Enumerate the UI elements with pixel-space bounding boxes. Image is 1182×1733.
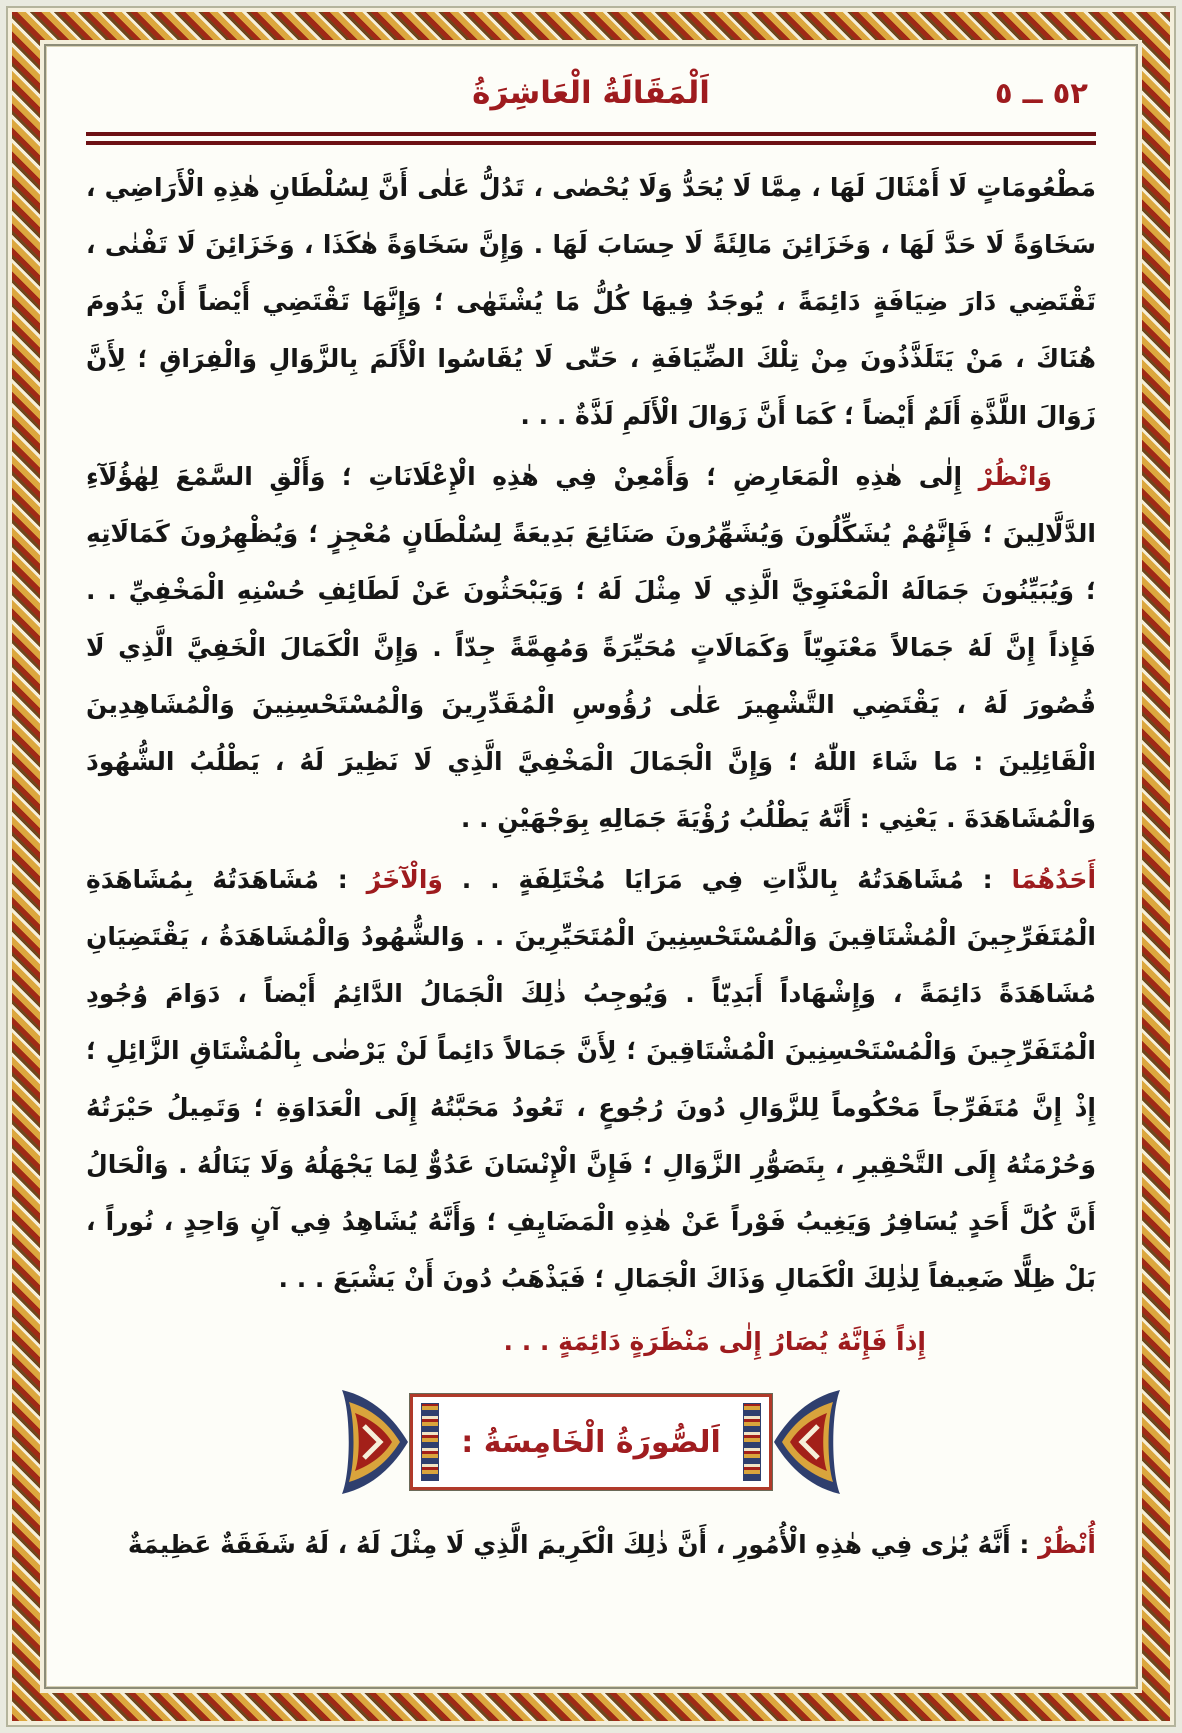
page-content	[46, 46, 1136, 1687]
section-heading-box	[410, 1394, 772, 1490]
ornament-finial-icon	[340, 1380, 410, 1504]
ornament-strip-left	[421, 1403, 439, 1481]
page-number: ٥٢ ــ ٥	[994, 76, 1088, 110]
lead-word-observe: أُنْظُرْ	[1038, 1530, 1096, 1559]
paragraph-3-text-a: : مُشَاهَدَتُهُ بِالذَّاتِ فِي مَرَايَا مُخْتَلِفَةٍ . .	[442, 865, 1012, 894]
page-header	[86, 62, 1096, 124]
paragraph-3-text-b: : مُشَاهَدَتُهُ بِمُشَاهَدَةِ الْمُتَفَرِّجِينَ الْمُشْتَاقِينَ وَالْمُسْتَحْسِنِينَ الْمُتَحَيِّرِينَ . . وَالشُّهُودُ وَالْمُشَاهَدَةُ ، يَقْتَضِيَانِ مُشَاهَدَةً دَائِمَةً ، وَإِشْهَاداً أَبَدِيّاً . وَيُوجِبُ ذٰلِكَ الْجَمَالُ الدَّائِمُ أَيْضاً ، دَوَامَ وُجُودِ الْمُتَفَرِّجِينَ وَالْمُسْتَحْسِنِينَ الْمُشْتَاقِينَ ؛ لِأَنَّ جَمَالاً دَائِماً لَنْ يَرْضٰى بِالْمُشْتَاقِ الزَّائِلِ ؛ إِذْ إِنَّ مُتَفَرِّجاً مَحْكُوماً لِلزَّوَالِ دُونَ رُجُوعٍ ، تَعُودُ مَحَبَّتُهُ إِلَى الْعَدَاوَةِ ؛ وَتَمِيلُ حَيْرَتُهُ وَحُرْمَتُهُ إِلَى التَّحْقِيرِ ، بِتَصَوُّرِ الزَّوَالِ ؛ فَإِنَّ الْإِنْسَانَ عَدُوٌّ لِمَا يَجْهَلُهُ وَلَا يَنَالُهُ . وَالْحَالُ أَنَّ كُلَّ أَحَدٍ يُسَافِرُ وَيَغِيبُ فَوْراً عَنْ هٰذِهِ الْمَضَايِفِ ؛ وَأَنَّهُ يُشَاهِدُ فِي آنٍ وَاحِدٍ ، نُوراً ، بَلْ ظِلًّا ضَعِيفاً لِذٰلِكَ الْكَمَالِ وَذَاكَ الْجَمَالِ ؛ فَيَذْهَبُ دُونَ أَنْ يَشْبَعَ . . .	[86, 865, 1096, 1293]
lead-word-first: أَحَدُهُمَا	[1011, 865, 1097, 894]
transition-line: إِذاً فَإِنَّهُ يُصَارُ إِلٰى مَنْظَرَةٍ دَائِمَةٍ . . .	[503, 1327, 926, 1356]
ornament-strip-right	[743, 1403, 761, 1481]
section-ornament	[86, 1380, 1096, 1504]
paragraph-2	[86, 448, 1096, 847]
paragraph-3	[86, 851, 1096, 1307]
header-divider	[86, 132, 1096, 145]
paragraph-4-text: : أَنَّهُ يُرٰى فِي هٰذِهِ الْأُمُورِ ، أَنَّ ذٰلِكَ الْكَرِيمَ الَّذِي لَا مِثْلَ لَهُ ، لَهُ شَفَقَةٌ عَظِيمَةٌ	[127, 1530, 1039, 1559]
lead-word-other: وَالْآخَرُ	[366, 865, 443, 894]
section-heading: اَلصُّورَةُ الْخَامِسَةُ :	[461, 1424, 721, 1460]
page-sheet	[44, 44, 1138, 1689]
ornament-finial-icon	[772, 1380, 842, 1504]
lead-word-look: وَانْظُرْ	[978, 462, 1052, 491]
paragraph-1: مَطْعُومَاتٍ لَا أَمْثَالَ لَهَا ، مِمَّا لَا يُحَدُّ وَلَا يُحْصٰى ، تَدُلُّ عَلٰى أَنَّ لِسُلْطَانِ هٰذِهِ الْأَرَاضِي ، سَخَاوَةً لَا حَدَّ لَهَا ، وَخَزَائِنَ مَالِئَةً لَا حِسَابَ لَهَا . وَإِنَّ سَخَاوَةً هٰكَذَا ، وَخَزَائِنَ لَا تَفْنٰى ، تَقْتَضِي دَارَ ضِيَافَةٍ دَائِمَةً ، يُوجَدُ فِيهَا كُلُّ مَا يُشْتَهٰى ؛ وَإِنَّهَا تَقْتَضِي أَيْضاً أَنْ يَدُومَ هُنَاكَ ، مَنْ يَتَلَذَّذُونَ مِنْ تِلْكَ الضِّيَافَةِ ، حَتّٰى لَا يُقَاسُوا الْأَلَمَ بِالزَّوَالِ وَالْفِرَاقِ ؛ لِأَنَّ زَوَالَ اللَّذَّةِ أَلَمٌ أَيْضاً ؛ كَمَا أَنَّ زَوَالَ الْأَلَمِ لَذَّةٌ . . .	[86, 173, 1096, 430]
paragraph-4	[86, 1516, 1096, 1573]
paragraph-2-text: إِلٰى هٰذِهِ الْمَعَارِضِ ؛ وَأَمْعِنْ فِي هٰذِهِ الْإِعْلَانَاتِ ؛ وَأَلْقِ السَّمْعَ لِهٰؤُلَآءِ الدَّلَّالِينَ ؛ فَإِنَّهُمْ يُشَكِّلُونَ وَيُشَهِّرُونَ صَنَائِعَ بَدِيعَةً لِسُلْطَانٍ مُعْجِزٍ ؛ وَيُظْهِرُونَ كَمَالَاتِهِ ؛ وَيُبَيِّنُونَ جَمَالَهُ الْمَعْنَوِيَّ الَّذِي لَا مِثْلَ لَهُ ؛ وَيَبْحَثُونَ عَنْ لَطَائِفِ حُسْنِهِ الْمَخْفِيِّ . . فَإِذاً إِنَّ لَهُ جَمَالاً مَعْنَوِيّاً وَكَمَالَاتٍ مُحَيِّرَةً وَمُهِمَّةً جِدّاً . وَإِنَّ الْكَمَالَ الْخَفِيَّ الَّذِي لَا قُصُورَ لَهُ ، يَقْتَضِي التَّشْهِيرَ عَلٰى رُؤُوسِ الْمُقَدِّرِينَ وَالْمُسْتَحْسِنِينَ وَالْمُشَاهِدِينَ الْقَائِلِينَ : مَا شَاءَ اللّٰهُ ؛ وَإِنَّ الْجَمَالَ الْمَخْفِيَّ الَّذِي لَا نَظِيرَ لَهُ ، يَطْلُبُ الشُّهُودَ وَالْمُشَاهَدَةَ . يَعْنِي : أَنَّهُ يَطْلُبُ رُؤْيَةَ جَمَالِهِ بِوَجْهَيْنِ . .	[86, 462, 1096, 833]
page-title: اَلْمَقَالَةُ الْعَاشِرَةُ	[472, 75, 710, 111]
